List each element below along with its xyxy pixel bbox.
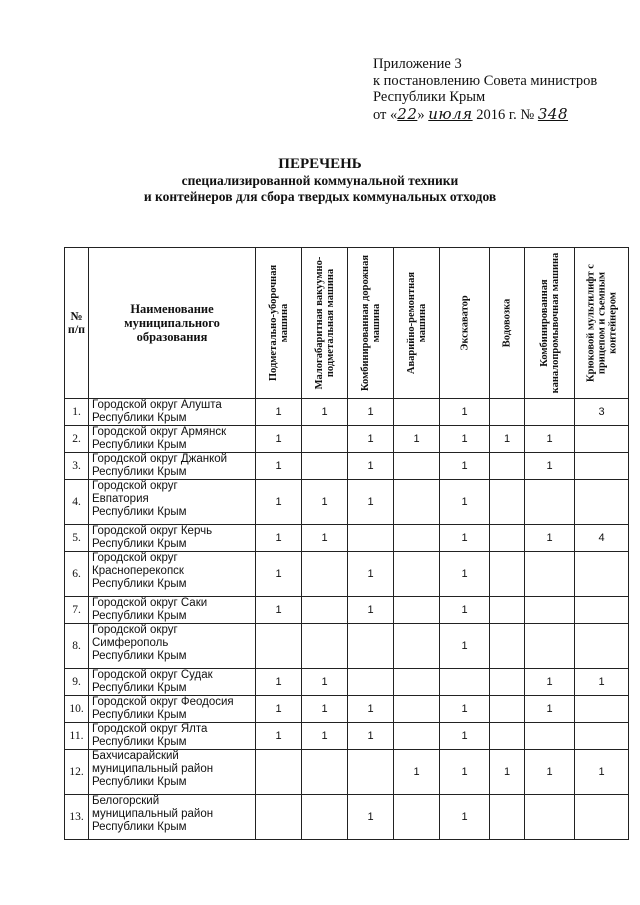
- equipment-count-cell: [525, 624, 575, 669]
- column-header-equipment: [256, 248, 302, 399]
- column-header-label: Комбинированная дорожная машина: [359, 254, 382, 392]
- row-number: 9.: [65, 669, 89, 696]
- appendix-decree: к постановлению Совета министров: [373, 72, 598, 89]
- document-title: [0, 155, 640, 205]
- municipality-name-line: Городской округ Саки: [92, 597, 208, 609]
- table-row: [65, 453, 629, 480]
- equipment-count-cell: [394, 795, 440, 840]
- equipment-count-cell: [394, 696, 440, 723]
- table-row: [65, 597, 629, 624]
- equipment-count-cell: [490, 696, 525, 723]
- appendix-title: Приложение 3: [373, 56, 462, 72]
- municipality-name-line: Республики Крым: [92, 506, 187, 518]
- table-row: [65, 795, 629, 840]
- equipment-count-cell: [490, 795, 525, 840]
- equipment-count-cell: 1: [440, 624, 490, 669]
- municipality-name-line: Городской округ Джанкой: [92, 453, 228, 465]
- equipment-count-cell: 1: [525, 453, 575, 480]
- municipality-name-line: Республики Крым: [92, 578, 187, 590]
- row-number: 7.: [65, 597, 89, 624]
- municipality-name-line: Республики Крым: [92, 466, 187, 478]
- equipment-count-cell: [575, 453, 629, 480]
- municipality-name-line: Красноперекопск: [92, 565, 184, 577]
- equipment-count-cell: [348, 624, 394, 669]
- equipment-count-cell: 1: [440, 552, 490, 597]
- equipment-count-cell: [394, 525, 440, 552]
- equipment-count-cell: 1: [302, 696, 348, 723]
- row-number: 2.: [65, 426, 89, 453]
- table-row: [65, 723, 629, 750]
- equipment-count-cell: 1: [256, 597, 302, 624]
- table-row: [65, 669, 629, 696]
- municipality-name-line: Республики Крым: [92, 682, 187, 694]
- equipment-count-cell: [575, 552, 629, 597]
- date-month: июля: [428, 104, 473, 123]
- equipment-count-cell: 1: [348, 696, 394, 723]
- equipment-count-cell: 1: [256, 453, 302, 480]
- date-prefix: от «: [373, 106, 398, 123]
- equipment-table: [64, 247, 629, 840]
- municipality-name-line: Городской округ Керчь: [92, 525, 213, 537]
- equipment-count-cell: 1: [302, 399, 348, 426]
- equipment-count-cell: [575, 480, 629, 525]
- equipment-count-cell: [302, 624, 348, 669]
- equipment-count-cell: 1: [440, 750, 490, 795]
- column-header-equipment: [440, 248, 490, 399]
- municipality-name-line: Городской округ Феодосия: [92, 696, 234, 708]
- equipment-count-cell: [348, 669, 394, 696]
- row-number: 13.: [65, 795, 89, 840]
- equipment-count-cell: [575, 723, 629, 750]
- equipment-count-cell: [490, 399, 525, 426]
- equipment-count-cell: [525, 795, 575, 840]
- date-day: 22: [397, 104, 418, 123]
- municipality-name: [89, 426, 256, 453]
- municipality-name-line: Белогорский: [92, 795, 160, 807]
- equipment-count-cell: [302, 795, 348, 840]
- column-header-equipment: [525, 248, 575, 399]
- equipment-count-cell: 1: [525, 426, 575, 453]
- equipment-count-cell: [490, 525, 525, 552]
- row-number: 3.: [65, 453, 89, 480]
- column-header-label: Подметально-уборочная машина: [267, 264, 290, 382]
- equipment-count-cell: 1: [256, 426, 302, 453]
- column-header-equipment: [394, 248, 440, 399]
- table-row: [65, 696, 629, 723]
- equipment-count-cell: 1: [348, 480, 394, 525]
- equipment-count-cell: 1: [490, 750, 525, 795]
- equipment-count-cell: 1: [440, 480, 490, 525]
- equipment-count-cell: 1: [348, 399, 394, 426]
- equipment-count-cell: [525, 480, 575, 525]
- row-number: 12.: [65, 750, 89, 795]
- equipment-count-cell: 1: [440, 795, 490, 840]
- municipality-name-line: Городской округ Судак: [92, 669, 213, 681]
- equipment-count-cell: [490, 669, 525, 696]
- municipality-name: [89, 597, 256, 624]
- municipality-name: [89, 696, 256, 723]
- equipment-count-cell: 1: [348, 453, 394, 480]
- equipment-count-cell: [394, 669, 440, 696]
- equipment-count-cell: [525, 597, 575, 624]
- municipality-name: [89, 399, 256, 426]
- equipment-count-cell: 4: [575, 525, 629, 552]
- equipment-count-cell: [256, 795, 302, 840]
- municipality-name-line: Городской округ Армянск: [92, 426, 227, 438]
- municipality-name: [89, 453, 256, 480]
- municipality-name-line: Республики Крым: [92, 821, 187, 833]
- equipment-count-cell: 1: [440, 399, 490, 426]
- municipality-name-line: Городской округ: [92, 480, 178, 492]
- municipality-name: [89, 480, 256, 525]
- municipality-name-line: Республики Крым: [92, 709, 187, 721]
- equipment-count-cell: [490, 624, 525, 669]
- equipment-count-cell: 1: [490, 426, 525, 453]
- equipment-count-cell: 1: [440, 696, 490, 723]
- municipality-name-line: Республики Крым: [92, 412, 187, 424]
- municipality-name-line: Республики Крым: [92, 736, 187, 748]
- title-line-3: и контейнеров для сбора твердых коммунальных отходов: [143, 189, 497, 204]
- date-year: 2016 г. №: [476, 106, 535, 123]
- equipment-count-cell: [302, 552, 348, 597]
- municipality-name: [89, 750, 256, 795]
- table-row: [65, 525, 629, 552]
- equipment-count-cell: [440, 669, 490, 696]
- equipment-count-cell: 1: [302, 480, 348, 525]
- table-row: [65, 624, 629, 669]
- column-header-label: Аварийно-ремонтная машина: [405, 271, 428, 375]
- equipment-count-cell: 1: [256, 480, 302, 525]
- equipment-count-cell: [302, 597, 348, 624]
- table-body: [65, 399, 629, 840]
- column-header-label: Комбинированная каналопромывочная машина: [538, 252, 561, 394]
- appendix-header: [373, 56, 597, 123]
- table-row: [65, 399, 629, 426]
- equipment-count-cell: 1: [348, 723, 394, 750]
- row-number: 1.: [65, 399, 89, 426]
- row-number: 5.: [65, 525, 89, 552]
- column-header-label: Крюковой мультилифт с прицепом и съемным контейнером: [585, 264, 618, 382]
- municipality-name-line: Республики Крым: [92, 610, 187, 622]
- municipality-name-line: Республики Крым: [92, 650, 187, 662]
- equipment-count-cell: [575, 624, 629, 669]
- municipality-name: [89, 525, 256, 552]
- equipment-count-cell: 1: [302, 669, 348, 696]
- equipment-count-cell: 1: [302, 723, 348, 750]
- equipment-count-cell: [302, 453, 348, 480]
- municipality-name-line: Республики Крым: [92, 439, 187, 451]
- column-header-label: Водовозка: [501, 298, 513, 348]
- equipment-count-cell: [348, 525, 394, 552]
- equipment-count-cell: [302, 750, 348, 795]
- equipment-count-cell: 1: [348, 426, 394, 453]
- appendix-date-line: [373, 106, 597, 124]
- table-header-row: [65, 248, 629, 399]
- equipment-count-cell: [348, 750, 394, 795]
- equipment-count-cell: [394, 399, 440, 426]
- equipment-count-cell: 1: [525, 669, 575, 696]
- equipment-count-cell: 1: [525, 525, 575, 552]
- municipality-name: [89, 552, 256, 597]
- equipment-count-cell: [575, 696, 629, 723]
- equipment-count-cell: 1: [525, 750, 575, 795]
- equipment-count-cell: 1: [394, 426, 440, 453]
- equipment-count-cell: [525, 552, 575, 597]
- municipality-name: [89, 624, 256, 669]
- column-header-equipment: [490, 248, 525, 399]
- table-row: [65, 552, 629, 597]
- equipment-count-cell: 1: [440, 453, 490, 480]
- equipment-count-cell: 1: [256, 696, 302, 723]
- equipment-count-cell: 1: [348, 795, 394, 840]
- column-header-equipment: [348, 248, 394, 399]
- equipment-count-cell: 1: [394, 750, 440, 795]
- equipment-count-cell: 1: [440, 426, 490, 453]
- equipment-count-cell: 1: [440, 597, 490, 624]
- equipment-count-cell: 1: [256, 723, 302, 750]
- title-line-2: специализированной коммунальной техники: [181, 173, 459, 188]
- equipment-count-cell: [490, 480, 525, 525]
- municipality-name-line: Симферополь: [92, 637, 169, 649]
- column-header-equipment: [302, 248, 348, 399]
- equipment-count-cell: [490, 723, 525, 750]
- equipment-count-cell: [490, 453, 525, 480]
- equipment-count-cell: 1: [348, 597, 394, 624]
- title-main: ПЕРЕЧЕНЬ: [278, 156, 362, 172]
- equipment-count-cell: [256, 624, 302, 669]
- decree-number: 348: [537, 104, 569, 123]
- equipment-count-cell: 1: [575, 750, 629, 795]
- equipment-count-cell: 1: [440, 723, 490, 750]
- municipality-name-line: муниципальный район: [92, 763, 214, 775]
- equipment-count-cell: [394, 480, 440, 525]
- column-header-label: Малогабаритная вакуумно-подметальная машина: [313, 256, 336, 390]
- equipment-count-cell: 1: [256, 399, 302, 426]
- municipality-name-line: Евпатория: [92, 493, 149, 505]
- equipment-count-cell: 1: [256, 552, 302, 597]
- equipment-count-cell: [575, 795, 629, 840]
- equipment-count-cell: 1: [256, 525, 302, 552]
- equipment-count-cell: 1: [575, 669, 629, 696]
- column-header-number: № п/п: [65, 248, 89, 399]
- municipality-name-line: Городской округ Ялта: [92, 723, 208, 735]
- municipality-name-line: Республики Крым: [92, 776, 187, 788]
- equipment-count-cell: [575, 597, 629, 624]
- equipment-count-cell: [394, 597, 440, 624]
- date-separator: »: [417, 106, 425, 123]
- municipality-name: [89, 723, 256, 750]
- municipality-name-line: муниципальный район: [92, 808, 214, 820]
- municipality-name: [89, 795, 256, 840]
- equipment-count-cell: 1: [525, 696, 575, 723]
- row-number: 10.: [65, 696, 89, 723]
- column-header-label: Экскаватор: [459, 295, 470, 351]
- municipality-name-line: Бахчисарайский: [92, 750, 179, 762]
- equipment-count-cell: [490, 552, 525, 597]
- row-number: 11.: [65, 723, 89, 750]
- equipment-count-cell: 1: [348, 552, 394, 597]
- equipment-count-cell: 1: [440, 525, 490, 552]
- equipment-count-cell: [394, 552, 440, 597]
- municipality-name-line: Городской округ Алушта: [92, 399, 222, 411]
- equipment-count-cell: [394, 453, 440, 480]
- equipment-count-cell: [302, 426, 348, 453]
- equipment-count-cell: [256, 750, 302, 795]
- column-header-name: Наименование муниципального образования: [89, 248, 256, 399]
- table-row: [65, 426, 629, 453]
- equipment-count-cell: [394, 723, 440, 750]
- municipality-name: [89, 669, 256, 696]
- row-number: 8.: [65, 624, 89, 669]
- equipment-count-cell: [490, 597, 525, 624]
- appendix-authority: Республики Крым: [373, 89, 486, 105]
- row-number: 6.: [65, 552, 89, 597]
- table-row: [65, 750, 629, 795]
- column-header-equipment: [575, 248, 629, 399]
- municipality-name-line: Республики Крым: [92, 538, 187, 550]
- equipment-count-cell: [525, 399, 575, 426]
- table-row: [65, 480, 629, 525]
- equipment-count-cell: 1: [302, 525, 348, 552]
- equipment-count-cell: 1: [256, 669, 302, 696]
- equipment-count-cell: 3: [575, 399, 629, 426]
- row-number: 4.: [65, 480, 89, 525]
- municipality-name-line: Городской округ: [92, 624, 178, 636]
- equipment-count-cell: [525, 723, 575, 750]
- equipment-count-cell: [394, 624, 440, 669]
- municipality-name-line: Городской округ: [92, 552, 178, 564]
- equipment-count-cell: [575, 426, 629, 453]
